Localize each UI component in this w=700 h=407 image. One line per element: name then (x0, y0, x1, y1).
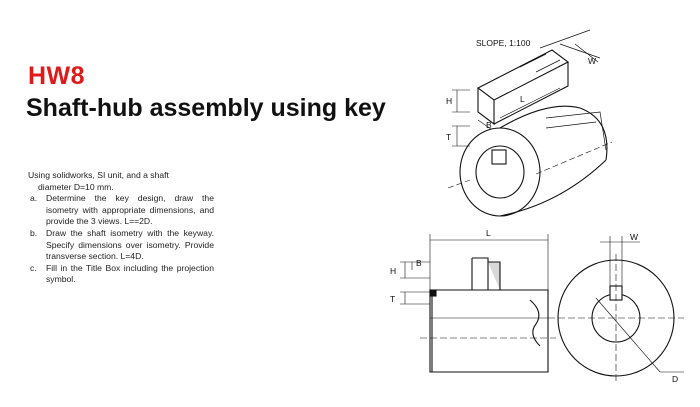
label-W-front: W (630, 232, 639, 242)
instruction-item-a (28, 193, 214, 228)
label-H-side: H (390, 266, 397, 276)
label-H-key: H (446, 96, 453, 106)
key-isometric (478, 50, 568, 124)
instructions-block (28, 170, 214, 286)
shaft-hub-key-drawing (380, 28, 696, 403)
slide-title: Shaft-hub assembly using key (26, 94, 386, 122)
hub-isometric (448, 106, 612, 216)
intro-line-2: diameter D=10 mm. (38, 181, 114, 192)
front-section-view (548, 254, 684, 382)
homework-number: HW8 (28, 62, 86, 90)
label-B-key: B (486, 120, 492, 130)
item-text: Fill in the Title Box including the projection symbol. (46, 262, 214, 285)
side-section-view (420, 234, 556, 372)
item-text: Draw the shaft isometry with the keyway. Specify dimensions over isometry. Provide transverse section. L=4D. (46, 227, 214, 262)
intro-line-1: Using solidworks, SI unit, and a shaft (28, 170, 169, 180)
item-marker: c. (30, 262, 37, 273)
slope-label: SLOPE, 1:100 (476, 38, 531, 48)
instruction-item-c (28, 263, 214, 286)
label-W-key: W (588, 56, 597, 66)
label-B-side: B (416, 258, 422, 268)
item-marker: a. (30, 193, 38, 204)
label-D-front: D (672, 374, 679, 384)
label-L-side: L (486, 228, 491, 238)
instructions-intro (28, 170, 214, 193)
item-text: Determine the key design, draw the isometry with appropriate dimensions, and provide the 3 views. L==2D. (46, 193, 214, 227)
label-L-key: L (520, 94, 525, 104)
label-T-hub: T (446, 132, 452, 142)
instruction-item-b (28, 228, 214, 263)
label-T-side: T (390, 294, 396, 304)
item-marker: b. (30, 227, 38, 238)
